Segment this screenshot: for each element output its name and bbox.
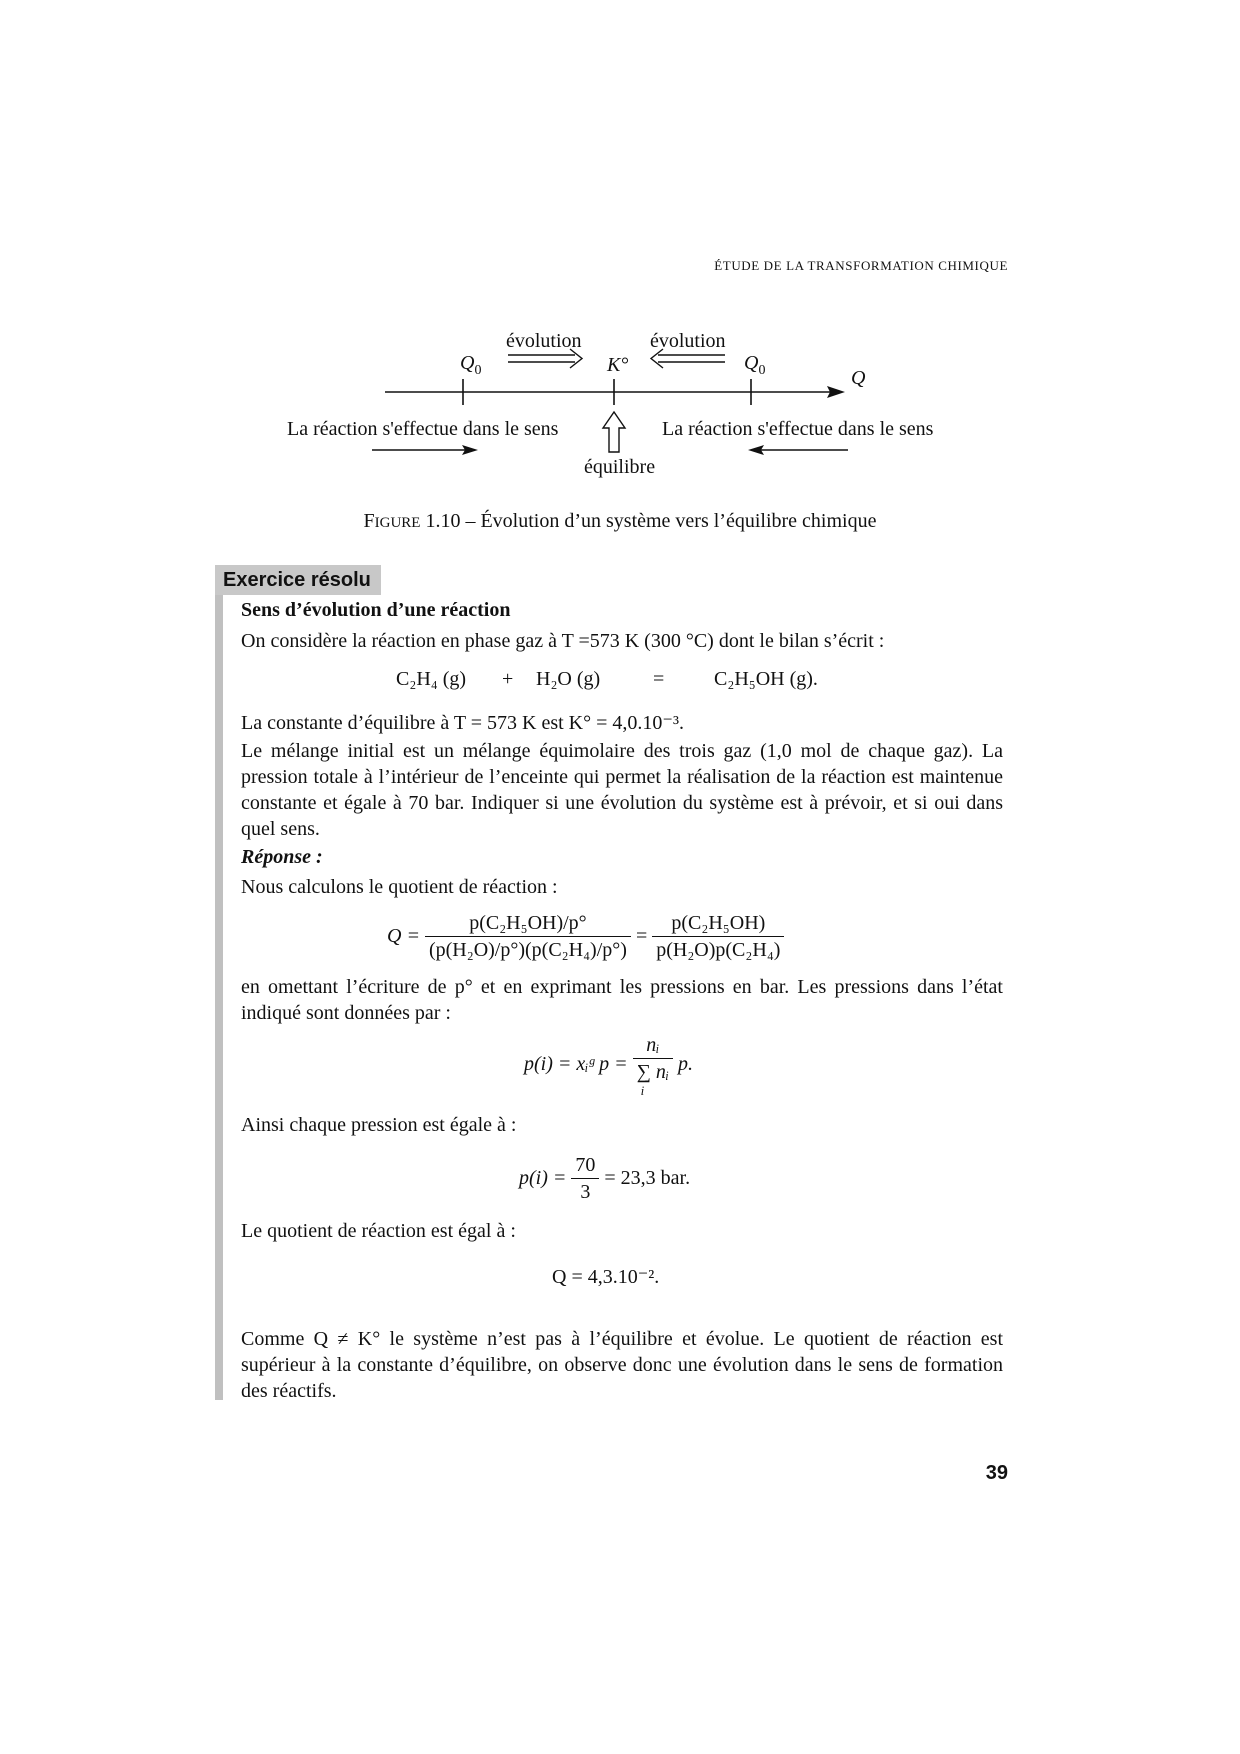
label-q0-right: $Q_0$ [744, 352, 766, 378]
label-axis-q: Q [851, 367, 866, 389]
equilibrium-constant-line: La constante d’équilibre à T = 573 K est K° = 4,0.10⁻³. [241, 712, 684, 734]
exercise-side-bar [215, 595, 223, 1400]
label-q0-left: $Q_0$ [460, 352, 482, 378]
running-header: ÉTUDE DE LA TRANSFORMATION CHIMIQUE [714, 258, 1008, 273]
figure-caption: FIGURE 1.10 – Évolution d’un système vers l’équilibre chimique [363, 510, 877, 532]
exercise-title: Sens d’évolution d’une réaction [241, 599, 511, 621]
conclusion: Comme Q ≠ K° le système n’est pas à l’équilibre et évolue. Le quotient de réaction est supérieur à la constante d’équilibre, on observe donc une évolution dans le sens de formation des réactifs. [241, 1328, 1003, 1402]
label-evolution-right: évolution [650, 330, 726, 352]
label-evolution-left: évolution [506, 330, 582, 352]
calc-intro: Nous calculons le quotient de réaction : [241, 876, 558, 898]
answer-label: Réponse : [241, 846, 323, 868]
each-pressure-text: Ainsi chaque pression est égale à : [241, 1114, 517, 1136]
exercise-tab: Exercice résolu [215, 565, 381, 595]
label-equilibre: équilibre [584, 456, 656, 478]
label-k-standard: K° [607, 354, 629, 376]
equilibrium-up-arrow [603, 412, 625, 452]
text-direction-left: La réaction s'effectue dans le sens [287, 418, 559, 440]
exercise-statement: Le mélange initial est un mélange équimolaire des trois gaz (1,0 mol de chaque gaz). La pression totale à l’intérieur de l’enceinte qui permet la réalisation de la réaction est maintenue constante et égale à 70 bar. Indiquer si une évolution du système est à prévoir, et si oui dans quel sens. [241, 740, 1003, 840]
text-direction-right: La réaction s'effectue dans le sens [662, 418, 934, 440]
omit-text: en omettant l’écriture de p° et en exprimant les pressions en bar. Les pressions dans l’état indiqué sont données par : [241, 976, 1003, 1024]
exercise-intro: On considère la réaction en phase gaz à T =573 K (300 °C) dont le bilan s’écrit : [241, 630, 885, 652]
quotient-intro: Le quotient de réaction est égal à : [241, 1220, 516, 1242]
page-number: 39 [985, 1462, 1008, 1484]
